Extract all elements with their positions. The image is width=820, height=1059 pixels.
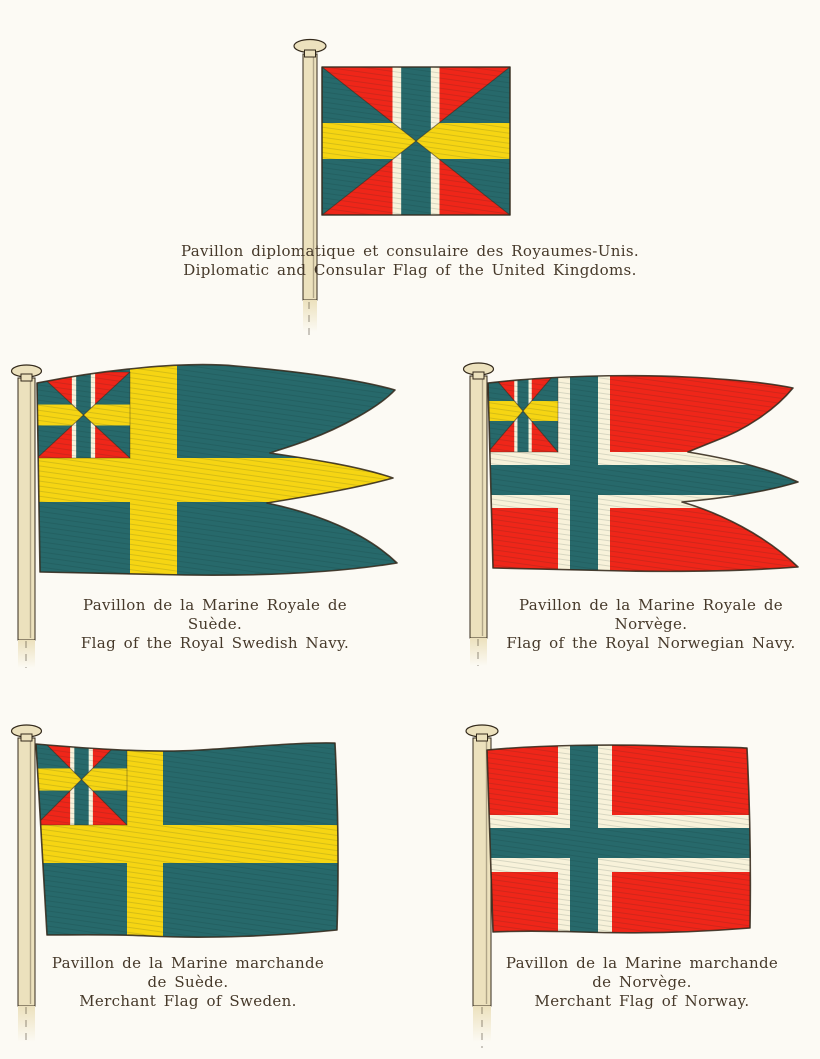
flagpole-fade (303, 300, 317, 332)
caption-line: Pavillon de la Marine Royale de (82, 596, 348, 614)
engraving-hatch (8, 716, 408, 946)
engraving-hatch (462, 356, 814, 591)
caption-norwegian-navy (469, 596, 820, 653)
caption-line: Pavillon de la Marine marchande (51, 954, 325, 972)
caption-swedish-navy (40, 596, 390, 653)
figure-union-diplomatic-flag (288, 34, 518, 340)
caption-line: Suède. (187, 615, 243, 633)
caption-line: Norvège. (614, 615, 688, 633)
norwegian-navy-flag (462, 356, 814, 591)
caption-line: Flag of the Royal Swedish Navy. (80, 634, 350, 652)
caption-union-diplomatic (150, 242, 670, 280)
caption-norwegian-merchant (472, 954, 812, 1011)
caption-line: de Suède. (147, 973, 229, 991)
swedish-navy-flag (8, 358, 458, 593)
engraving-hatch (322, 67, 510, 215)
union-diplomatic-flag (322, 67, 510, 215)
norwegian-merchant-flag (460, 716, 805, 946)
caption-line: Diplomatic and Consular Flag of the United Kingdoms. (183, 261, 637, 279)
swedish-merchant-flag (8, 716, 408, 946)
caption-line: Flag of the Royal Norwegian Navy. (506, 634, 796, 652)
engraving-hatch (460, 716, 805, 946)
caption-line: Pavillon diplomatique et consulaire des Royaumes-Unis. (180, 242, 640, 260)
caption-line: Merchant Flag of Norway. (534, 992, 750, 1010)
caption-swedish-merchant (18, 954, 358, 1011)
caption-line: Pavillon de la Marine Royale de (518, 596, 784, 614)
caption-line: Pavillon de la Marine marchande (505, 954, 779, 972)
caption-line: de Norvège. (592, 973, 692, 991)
caption-line: Merchant Flag of Sweden. (79, 992, 297, 1010)
